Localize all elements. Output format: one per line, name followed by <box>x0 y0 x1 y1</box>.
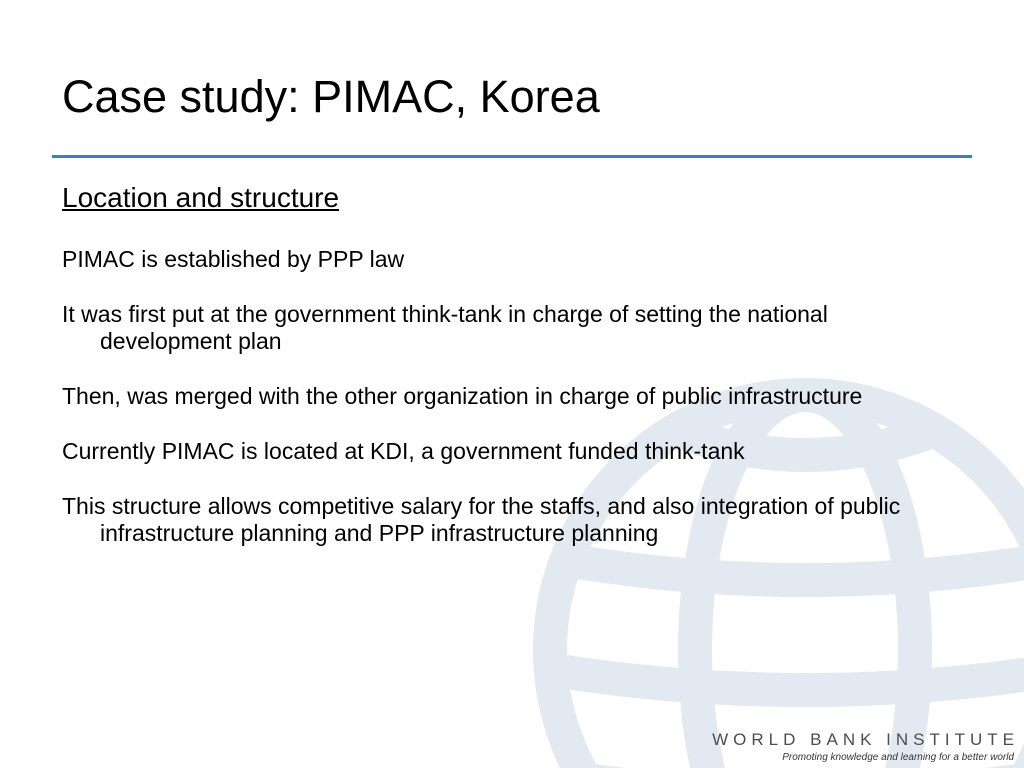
bullet-item: Then, was merged with the other organization in charge of public infrastructure <box>62 383 863 409</box>
brand-logo <box>712 730 1019 764</box>
brand-tagline: Promoting knowledge and learning for a better world <box>782 752 1014 763</box>
bullet-item: Currently PIMAC is located at KDI, a government funded think-tank <box>62 438 745 464</box>
brand-name: WORLD BANK INSTITUTE <box>712 730 1019 749</box>
bullet-item: This structure allows competitive salary for the staffs, and also integration of public infrastructure planning and PPP infrastructure planning <box>62 493 901 546</box>
bullet-item: PIMAC is established by PPP law <box>62 246 405 272</box>
section-heading: Location and structure <box>62 182 340 213</box>
bullet-item: It was first put at the government think-tank in charge of setting the national development plan <box>62 301 828 354</box>
bullet-list <box>62 246 962 575</box>
title-divider <box>52 155 972 158</box>
slide-title: Case study: PIMAC, Korea <box>62 71 600 122</box>
